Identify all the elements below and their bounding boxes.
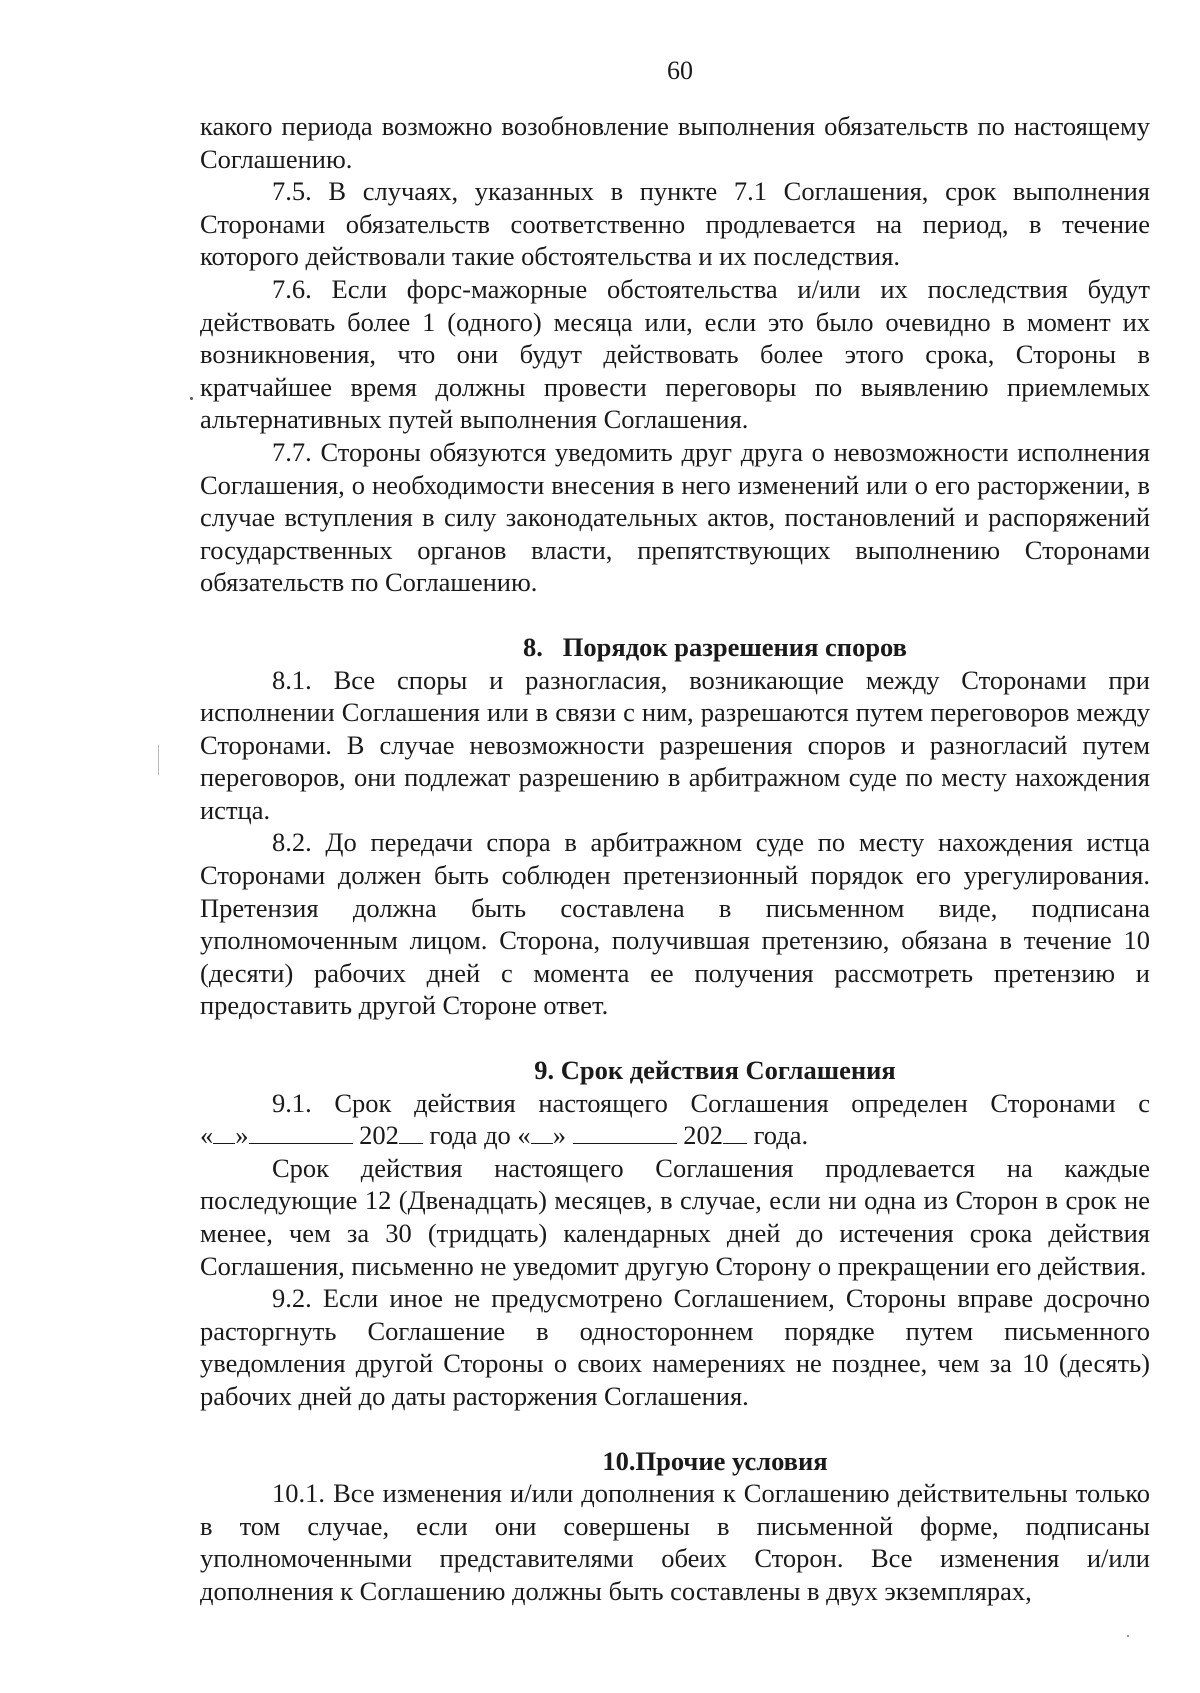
section-10-heading: 10.Прочие условия xyxy=(602,1445,828,1476)
paragraph-9-2: 9.2. Если иное не предусмотрено Соглашением, Стороны вправе досрочно расторгнуть Соглашение в одностороннем порядке путем письменного уведомления другой Стороны о своих намерениях не позднее, чем за 10 (десять) рабочих дней до даты расторжения Соглашения. xyxy=(200,1283,1150,1411)
year-blank-start xyxy=(399,1121,423,1144)
year-prefix-end: 202 xyxy=(683,1120,723,1151)
month-blank-start xyxy=(249,1121,353,1144)
spacer xyxy=(200,1022,1150,1054)
paragraph-9-1-extension: Срок действия настоящего Соглашения продлевается на каждые последующие 12 (Двенадцать) месяцев, в случае, если ни одна из Сторон в срок не менее, чем за 30 (тридцать) календарных дней до истечения срока действия Соглашения, письменно не уведомит другую Сторону о прекращении его действия. xyxy=(200,1152,1150,1281)
paragraph-7-6: 7.6. Если форс-мажорные обстоятельства и/или их последствия будут действовать более 1 (одного) месяца или, если это было очевидно в момент их возникновения, что они будут действовать более этого срока, Стороны в кратчайшее время должны провести переговоры по выявлению приемлемых альтернативных путей выполнения Соглашения. xyxy=(200,273,1150,435)
scan-speck xyxy=(190,397,193,400)
date-mid-text: года до « xyxy=(429,1120,531,1151)
document-body xyxy=(200,110,1150,1608)
paragraph-7-7: 7.7. Стороны обязуются уведомить друг друга о невозможности исполнения Соглашения, о необходимости внесения в него изменений или о его расторжении, в случае вступления в силу законодательных актов, постановлений и распоряжений государственных органов власти, препятствующих выполнению Сторонами обязательств по Соглашению. xyxy=(200,436,1150,598)
paragraph-continuation: какого периода возможно возобновление выполнения обязательств по настоящему Соглашению. xyxy=(200,111,1150,174)
date-range-line xyxy=(200,1119,1150,1152)
paragraph-8-2: 8.2. До передачи спора в арбитражном суде по месту нахождения истца Сторонами должен быть соблюден претензионный порядок его урегулирования. Претензия должна быть составлена в письменном виде, подписана уполномоченным лицом. Сторона, получившая претензию, обязана в течение 10 (десяти) рабочих дней с момента ее получения рассмотреть претензию и предоставить другой Стороне ответ. xyxy=(200,827,1150,1021)
day-blank-end xyxy=(531,1121,553,1144)
spacer xyxy=(200,599,1150,631)
spacer xyxy=(200,1413,1150,1445)
section-9-heading: 9. Срок действия Соглашения xyxy=(534,1055,896,1086)
paragraph-8-1: 8.1. Все споры и разногласия, возникающие между Сторонами при исполнении Соглашения или в связи с ним, разрешаются путем переговоров между Сторонами. В случае невозможности разрешения споров и разногласий путем переговоров, они подлежат разрешению в арбитражном суде по месту нахождения истца. xyxy=(200,664,1150,825)
close-quote-end: » xyxy=(552,1120,566,1151)
day-blank-start xyxy=(213,1121,235,1144)
month-blank-end xyxy=(573,1121,677,1144)
page-number: 60 xyxy=(667,56,693,85)
section-8-heading: 8. Порядок разрешения споров xyxy=(523,631,907,662)
close-quote: » xyxy=(235,1120,249,1151)
paragraph-9-1: 9.1. Срок действия настоящего Соглашения определен Сторонами с xyxy=(272,1087,1150,1118)
scan-artifact-line xyxy=(158,745,159,775)
scan-speck-bottom xyxy=(1127,1635,1129,1637)
paragraph-10-1: 10.1. Все изменения и/или дополнения к Соглашению действительны только в том случае, если они совершены в письменной форме, подписаны уполномоченными представителями обеих Сторон. Все изменения и/или дополнения к Соглашению должны быть составлены в двух экземплярах, xyxy=(200,1478,1150,1606)
year-prefix-start: 202 xyxy=(359,1120,399,1151)
open-quote: « xyxy=(200,1120,214,1151)
year-blank-end xyxy=(723,1121,747,1144)
date-end-text: года. xyxy=(753,1120,809,1151)
paragraph-7-5: 7.5. В случаях, указанных в пункте 7.1 Соглашения, срок выполнения Сторонами обязательств соответственно продлевается на период, в течение которого действовали такие обстоятельства и их последствия. xyxy=(200,176,1150,272)
